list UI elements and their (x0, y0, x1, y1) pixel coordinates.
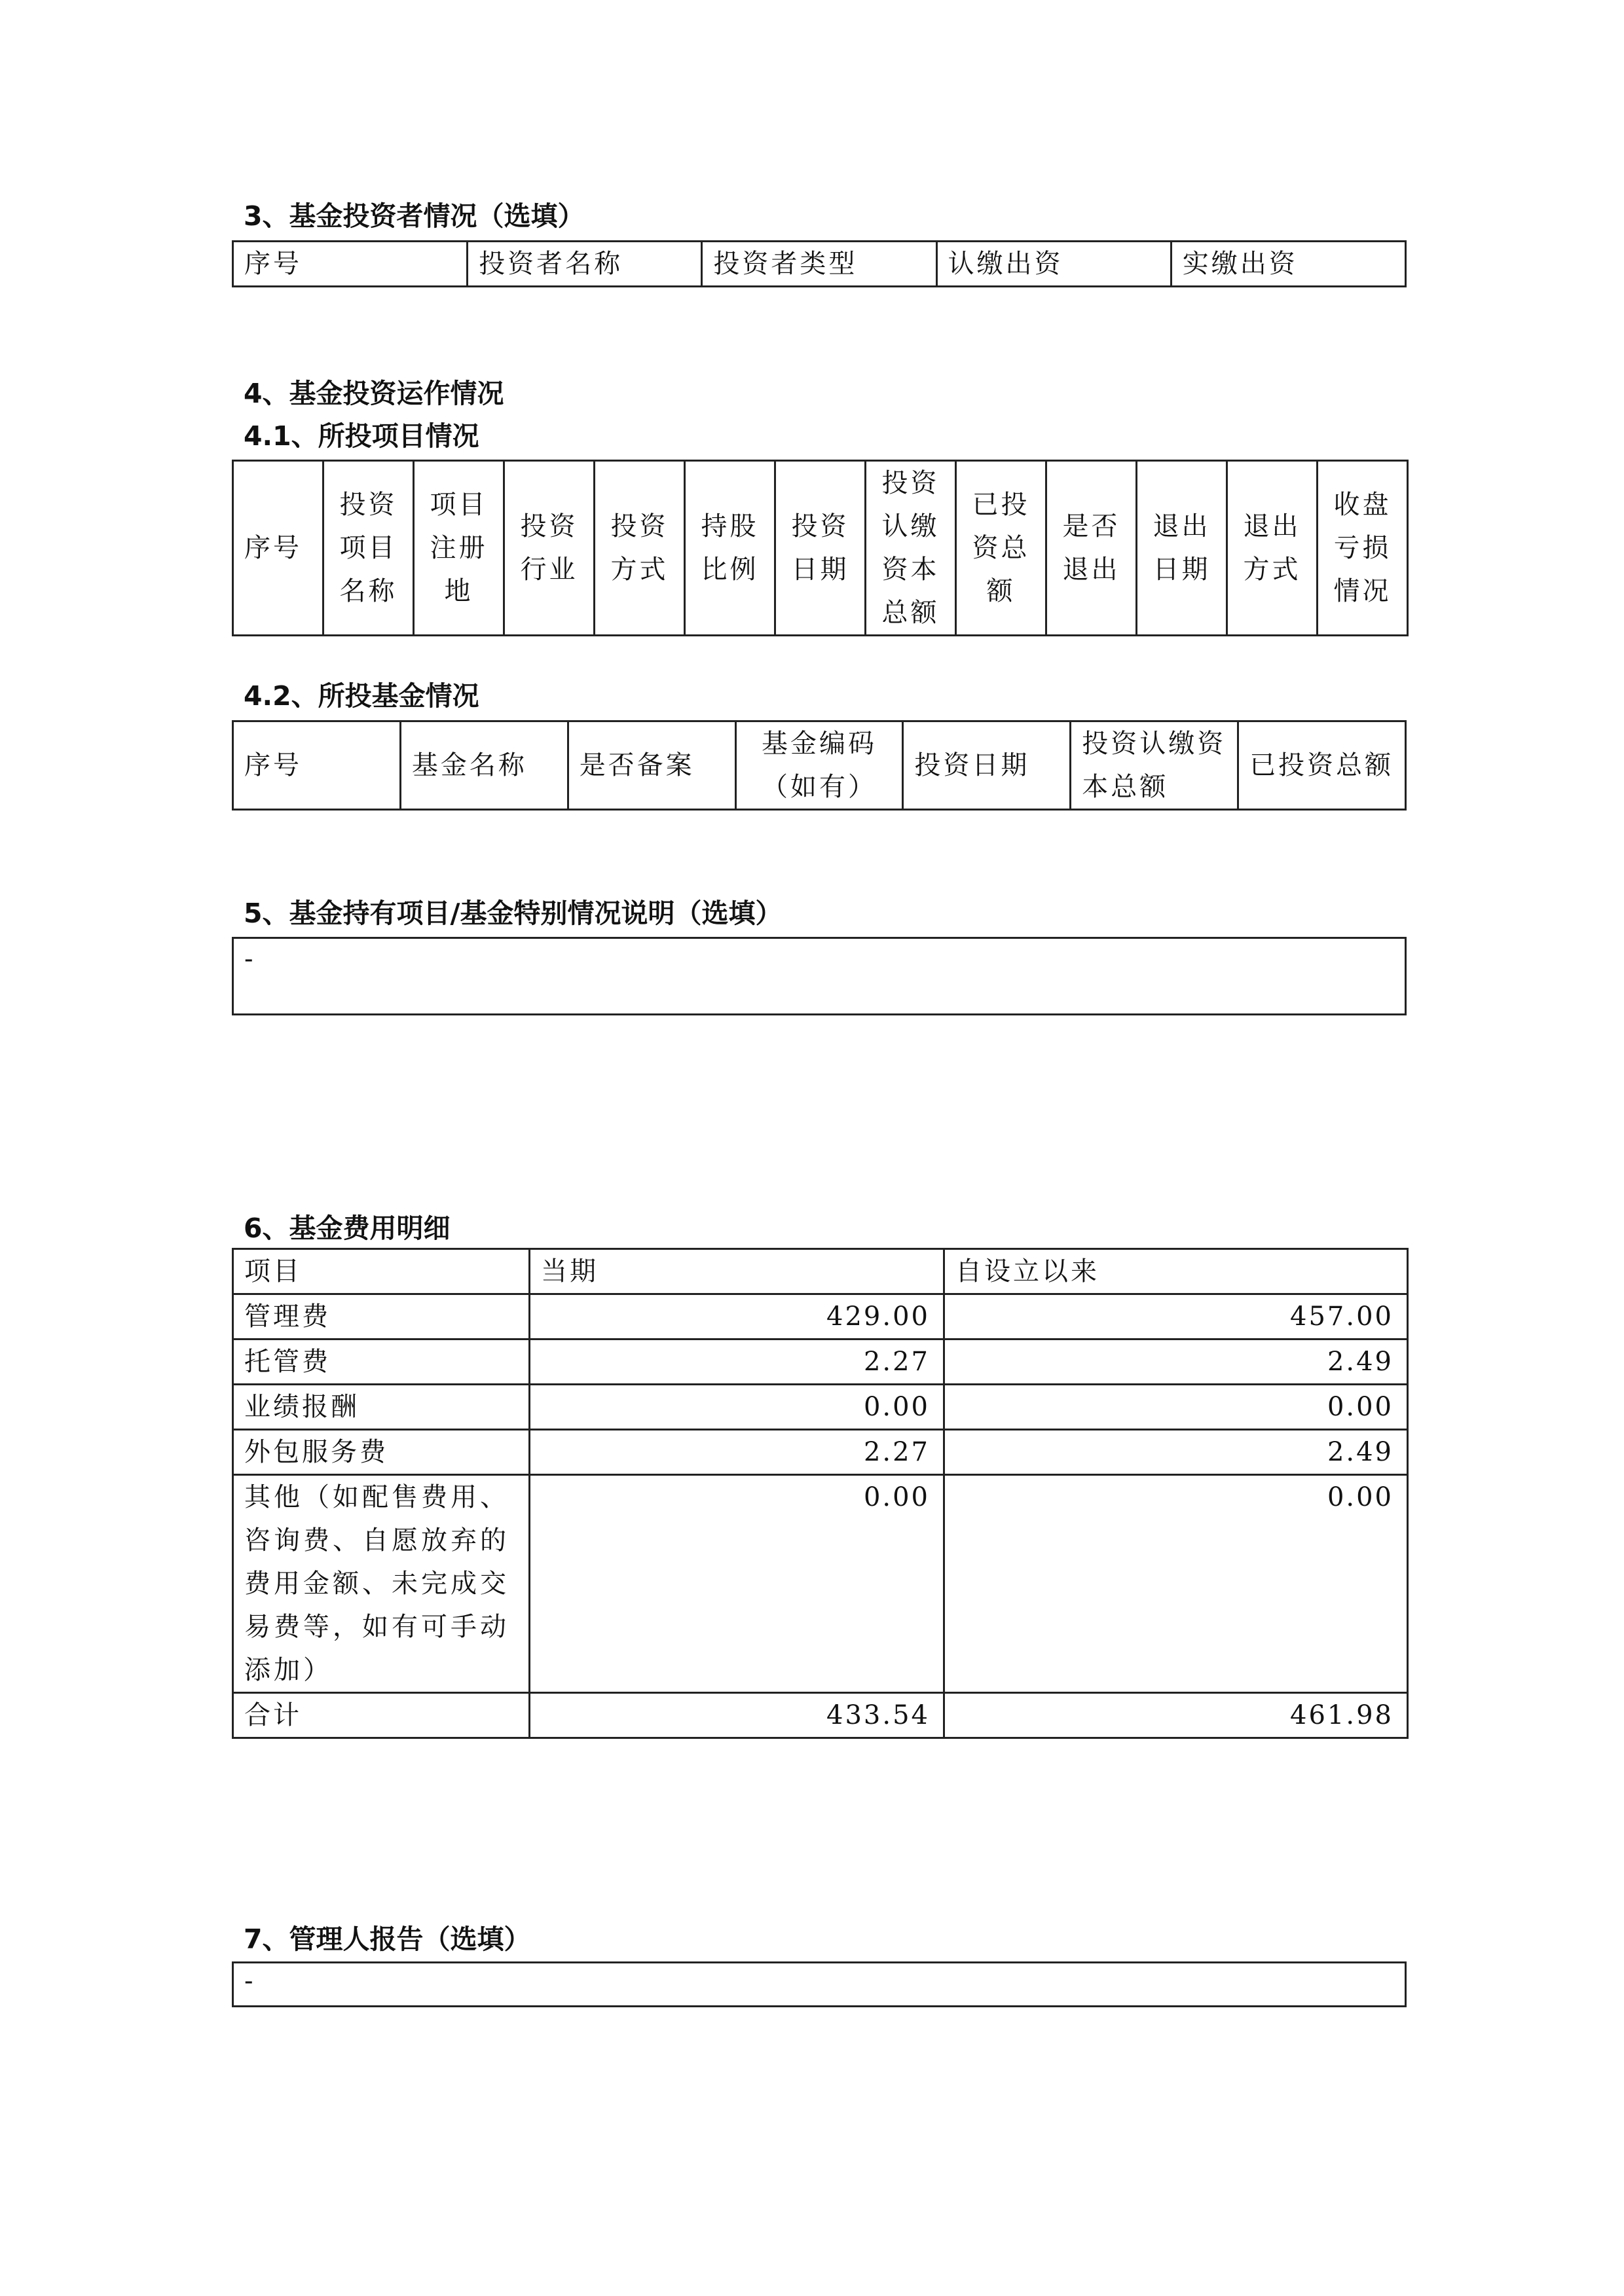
col-header-registration: 项目注册地 (414, 461, 504, 636)
col-header-paid: 实缴出资 (1171, 242, 1405, 287)
col-header-invested-total: 已投资总额 (956, 461, 1046, 636)
col-header-subscribed: 认缴出资 (936, 242, 1171, 287)
special-notes-box (232, 937, 1407, 1015)
col-header-subscribed-total: 投资认缴资本总额 (1071, 721, 1238, 810)
col-header-seq: 序号 (233, 242, 468, 287)
section4-title: 4、基金投资运作情况 (244, 378, 504, 409)
fee-table (232, 1248, 1409, 1739)
col-header-invest-date: 投资日期 (903, 721, 1071, 810)
col-header-industry: 投资行业 (504, 461, 595, 636)
fee-since: 0.00 (944, 1385, 1408, 1430)
fee-item: 其他（如配售费用、咨询费、自愿放弃的费用金额、未完成交易费等，如有可手动添加） (233, 1475, 530, 1693)
fee-total-current: 433.54 (530, 1693, 944, 1738)
manager-report-box (232, 1961, 1407, 2007)
col-header-exit-method: 退出方式 (1227, 461, 1318, 636)
col-header-profit-loss: 收盘亏损情况 (1318, 461, 1408, 636)
fee-item: 管理费 (233, 1294, 530, 1339)
fee-item: 托管费 (233, 1339, 530, 1385)
col-header-invested-total: 已投资总额 (1238, 721, 1406, 810)
col-header-exited: 是否退出 (1046, 461, 1137, 636)
table-row (233, 721, 1406, 810)
fee-current: 0.00 (530, 1475, 944, 1693)
fee-total-since: 461.98 (944, 1693, 1408, 1738)
fee-current: 2.27 (530, 1339, 944, 1385)
investor-table (232, 240, 1407, 287)
col-header-seq: 序号 (233, 461, 323, 636)
fee-item: 外包服务费 (233, 1430, 530, 1475)
col-header-project-name: 投资项目名称 (323, 461, 414, 636)
fee-current: 0.00 (530, 1385, 944, 1430)
fee-item: 业绩报酬 (233, 1385, 530, 1430)
table-row (233, 1475, 1408, 1693)
table-row (233, 1430, 1408, 1475)
fee-current: 2.27 (530, 1430, 944, 1475)
section3-title: 3、基金投资者情况（选填） (244, 200, 585, 232)
section5-title: 5、基金持有项目/基金特别情况说明（选填） (244, 898, 783, 929)
section6-title: 6、基金费用明细 (244, 1212, 451, 1244)
col-header-fund-code: 基金编码（如有） (735, 721, 903, 810)
table-row (233, 1339, 1408, 1385)
table-row (233, 1385, 1408, 1430)
col-header-current: 当期 (530, 1249, 944, 1294)
col-header-since-inception: 自设立以来 (944, 1249, 1408, 1294)
table-row (233, 1249, 1408, 1294)
table-row (233, 1693, 1408, 1738)
table-row (233, 242, 1406, 287)
col-header-subscribed-total: 投资认缴资本总额 (866, 461, 956, 636)
section7-title: 7、管理人报告（选填） (244, 1923, 531, 1955)
col-header-fund-name: 基金名称 (400, 721, 568, 810)
fee-since: 2.49 (944, 1339, 1408, 1385)
fee-total-label: 合计 (233, 1693, 530, 1738)
section4-1-title: 4.1、所投项目情况 (244, 420, 479, 452)
section4-2-title: 4.2、所投基金情况 (244, 680, 479, 712)
projects-table (232, 460, 1409, 636)
fee-since: 0.00 (944, 1475, 1408, 1693)
fee-since: 2.49 (944, 1430, 1408, 1475)
col-header-method: 投资方式 (595, 461, 685, 636)
fee-since: 457.00 (944, 1294, 1408, 1339)
col-header-item: 项目 (233, 1249, 530, 1294)
col-header-investor-type: 投资者类型 (702, 242, 936, 287)
manager-report-text: - (244, 1966, 253, 1996)
col-header-filed: 是否备案 (568, 721, 735, 810)
col-header-investor-name: 投资者名称 (468, 242, 702, 287)
special-notes-text: - (244, 944, 253, 974)
funds-table (232, 720, 1407, 811)
col-header-exit-date: 退出日期 (1137, 461, 1227, 636)
col-header-share-ratio: 持股比例 (685, 461, 775, 636)
table-row (233, 461, 1408, 636)
fee-current: 429.00 (530, 1294, 944, 1339)
col-header-invest-date: 投资日期 (775, 461, 866, 636)
col-header-seq: 序号 (233, 721, 401, 810)
table-row (233, 1294, 1408, 1339)
